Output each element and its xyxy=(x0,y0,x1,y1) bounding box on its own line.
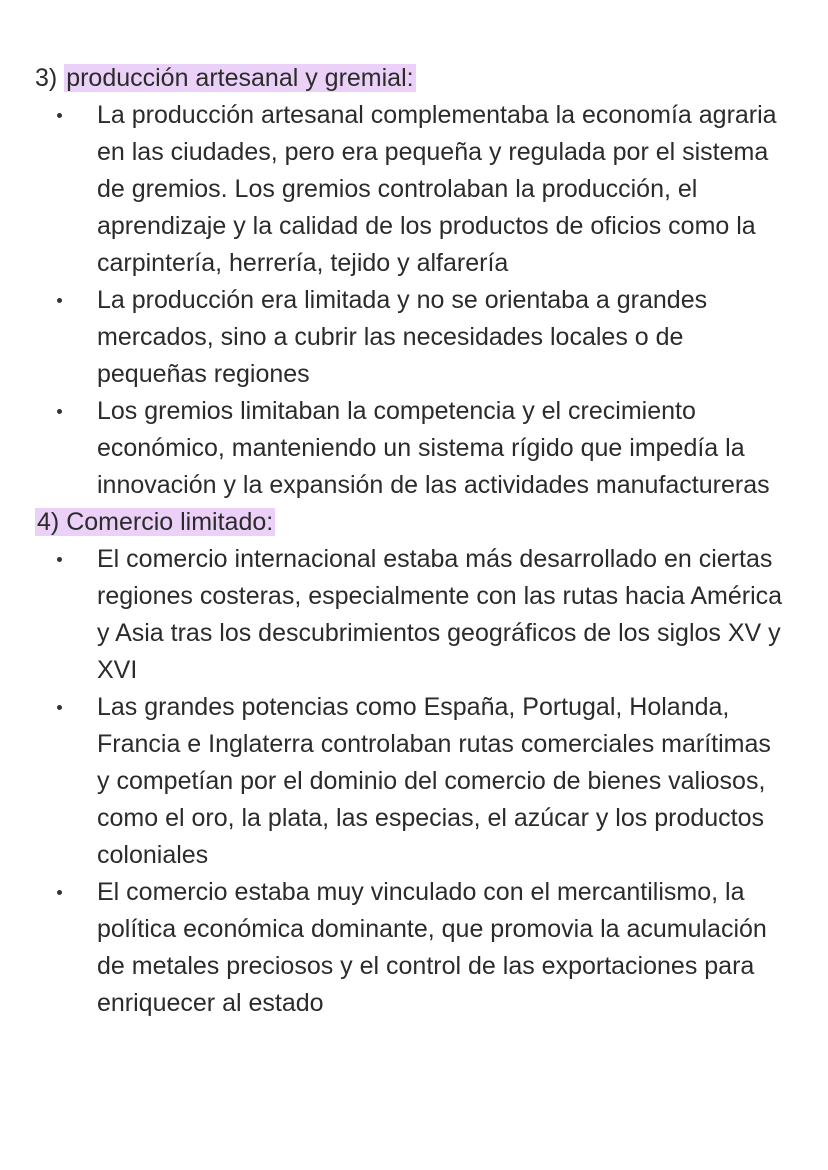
list-item xyxy=(35,689,788,874)
bullet-icon xyxy=(57,705,62,710)
section-number: 4) xyxy=(37,508,60,536)
bullet-list xyxy=(35,97,788,504)
list-item xyxy=(35,874,788,1022)
list-item xyxy=(35,282,788,393)
bullet-icon xyxy=(57,298,62,303)
bullet-icon xyxy=(57,557,62,562)
list-item xyxy=(35,541,788,689)
bullet-icon xyxy=(57,113,62,118)
bullet-icon xyxy=(57,890,62,895)
section-artesanal xyxy=(35,60,788,504)
list-item-text: Los gremios limitaban la competencia y el crecimiento económico, manteniendo un sistema rígido que impedía la innovación y la expansión de las actividades manufactureras xyxy=(97,397,770,499)
section-heading xyxy=(35,504,788,541)
section-number: 3) xyxy=(35,64,58,92)
bullet-icon xyxy=(57,409,62,414)
list-item-text: Las grandes potencias como España, Portugal, Holanda, Francia e Inglaterra controlaban rutas comerciales marítimas y competían por el dominio del comercio de bienes valiosos, como el oro, la plata, las especias, el azúcar y los productos coloniales xyxy=(97,693,771,869)
section-title: Comercio limitado: xyxy=(66,508,274,536)
list-item xyxy=(35,97,788,282)
section-title-highlighted xyxy=(35,508,275,536)
section-heading xyxy=(35,60,788,97)
section-title-highlighted: producción artesanal y gremial: xyxy=(66,64,414,92)
list-item-text: El comercio internacional estaba más desarrollado en ciertas regiones costeras, especialmente con las rutas hacia América y Asia tras los descubrimientos geográficos de los siglos XV y XVI xyxy=(97,545,783,684)
list-item xyxy=(35,393,788,504)
list-item-text: La producción artesanal complementaba la economía agraria en las ciudades, pero era pequeña y regulada por el sistema de gremios. Los gremios controlaban la producción, el aprendizaje y la calidad de los productos de oficios como la carpintería, herrería, tejido y alfarería xyxy=(97,101,777,277)
list-item-text: El comercio estaba muy vinculado con el mercantilismo, la política económica dominante, que promovia la acumulación de metales preciosos y el control de las exportaciones para enriquecer al estado xyxy=(97,878,767,1017)
bullet-list xyxy=(35,541,788,1022)
section-comercio xyxy=(35,504,788,1022)
list-item-text: La producción era limitada y no se orientaba a grandes mercados, sino a cubrir las necesidades locales o de pequeñas regiones xyxy=(97,286,708,388)
